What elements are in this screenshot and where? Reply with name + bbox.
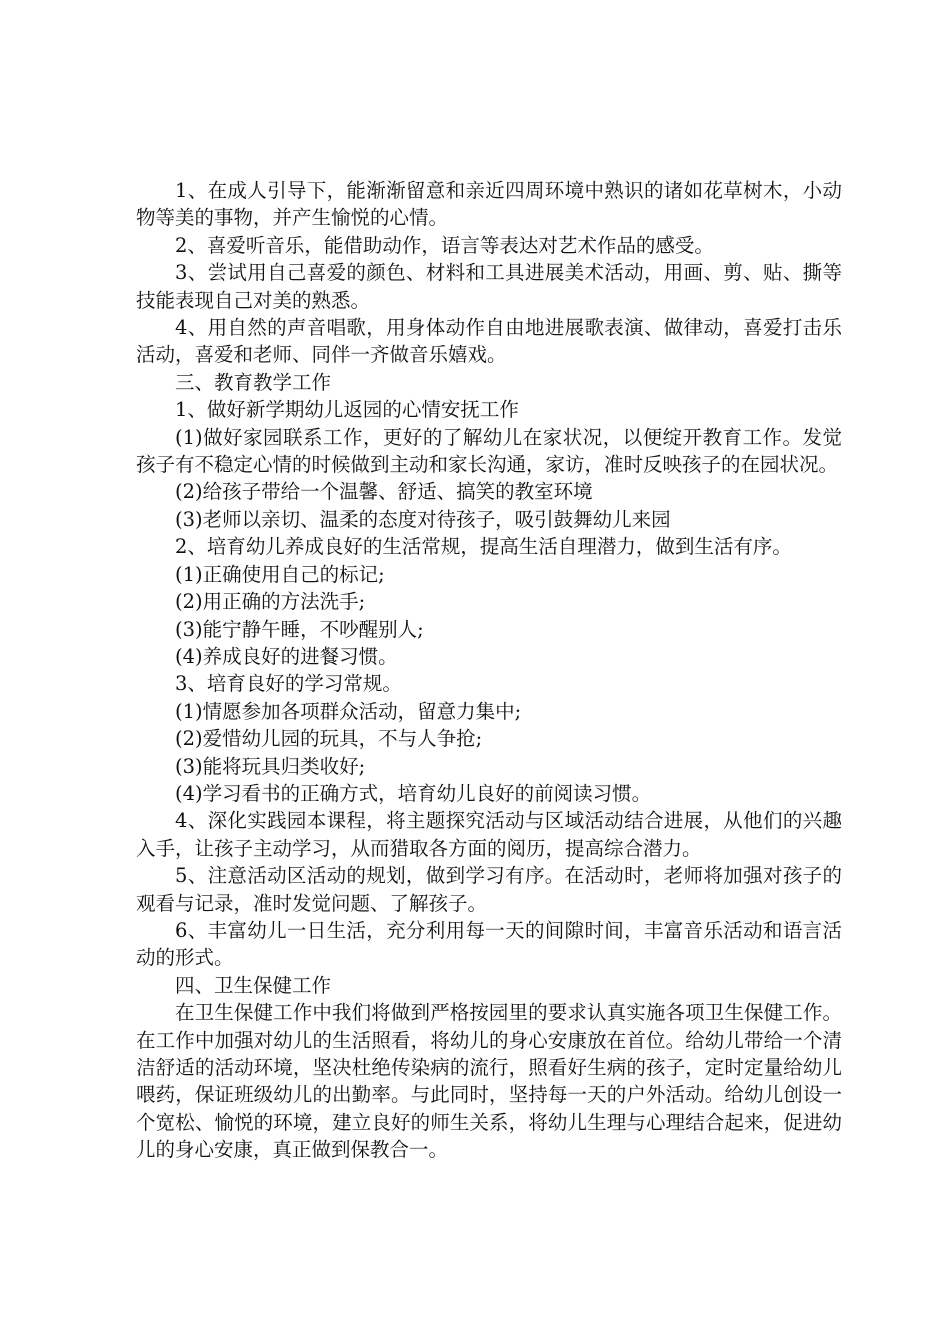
paragraph-teaching-3-item-2: (2)爱惜幼儿园的玩具，不与人争抢;: [175, 727, 483, 751]
paragraph-teaching-2-item-2: (2)用正确的方法洗手;: [175, 590, 366, 614]
paragraph-health: 在卫生保健工作中我们将做到严格按园里的要求认真实施各项卫生保健工作。在工作中加强对幼儿的生活照看，将幼儿的身心安康放在首位。给幼儿带给一个清洁舒适的活动环境，坚决杜绝传染病的流行，照看好生病的孩子，定时定量给幼儿喂药，保证班级幼儿的出勤率。与此同时，坚持每一天的户外活动。给幼儿创设一个宽松、愉悦的环境，建立良好的师生关系，将幼儿生理与心理结合起来，促进幼儿的身心安康，真正做到保教合一。: [136, 1001, 842, 1162]
paragraph-art-goal-3: 3、尝试用自己喜爱的颜色、材料和工具进展美术活动，用画、剪、贴、撕等技能表现自己对美的熟悉。: [136, 261, 842, 312]
paragraph-teaching-1: 1、做好新学期幼儿返园的心情安抚工作: [175, 398, 519, 422]
section-heading-teaching: 三、教育教学工作: [175, 370, 332, 394]
paragraph-teaching-3: 3、培育良好的学习常规。: [175, 672, 402, 696]
paragraph-teaching-1-item-1: (1)做好家园联系工作，更好的了解幼儿在家状况，以便绽开教育工作。发觉孩子有不稳定心情的时候做到主动和家长沟通，家访，准时反映孩子的在园状况。: [136, 425, 842, 477]
paragraph-teaching-1-item-3: (3)老师以亲切、温柔的态度对待孩子，吸引鼓舞幼儿来园: [175, 507, 671, 531]
paragraph-teaching-4: 4、深化实践园本课程，将主题探究活动与区域活动结合进展，从他们的兴趣入手，让孩子主动学习，从而猎取各方面的阅历，提高综合潜力。: [136, 809, 842, 860]
paragraph-teaching-2-item-4: (4)养成良好的进餐习惯。: [175, 644, 398, 668]
paragraph-teaching-2-item-1: (1)正确使用自己的标记;: [175, 562, 385, 586]
paragraph-teaching-2: 2、培育幼儿养成良好的生活常规，提高生活自理潜力，做到生活有序。: [175, 535, 792, 559]
document-body: [136, 177, 842, 1164]
paragraph-art-goal-1: 1、在成人引导下，能渐渐留意和亲近四周环境中熟识的诸如花草树木，小动物等美的事物，并产生愉悦的心情。: [136, 179, 842, 230]
paragraph-teaching-6: 6、丰富幼儿一日生活，充分利用每一天的间隙时间，丰富音乐活动和语言活动的形式。: [136, 918, 842, 970]
paragraph-teaching-3-item-4: (4)学习看书的正确方式，培育幼儿良好的前阅读习惯。: [175, 781, 652, 805]
paragraph-teaching-3-item-3: (3)能将玩具归类收好;: [175, 754, 366, 778]
paragraph-teaching-1-item-2: (2)给孩子带给一个温馨、舒适、搞笑的教室环境: [175, 480, 593, 504]
paragraph-art-goal-4: 4、用自然的声音唱歌，用身体动作自由地进展歌表演、做律动，喜爱打击乐活动，喜爱和老师、同伴一齐做音乐嬉戏。: [136, 316, 842, 367]
paragraph-art-goal-2: 2、喜爱听音乐，能借助动作，语言等表达对艺术作品的感受。: [175, 233, 714, 257]
paragraph-teaching-2-item-3: (3)能宁静午睡，不吵醒别人;: [175, 617, 424, 641]
paragraph-teaching-5: 5、注意活动区活动的规划，做到学习有序。在活动时，老师将加强对孩子的观看与记录，准时发觉问题、了解孩子。: [136, 864, 842, 915]
section-heading-health: 四、卫生保健工作: [175, 973, 332, 997]
paragraph-teaching-3-item-1: (1)情愿参加各项群众活动，留意力集中;: [175, 699, 522, 723]
